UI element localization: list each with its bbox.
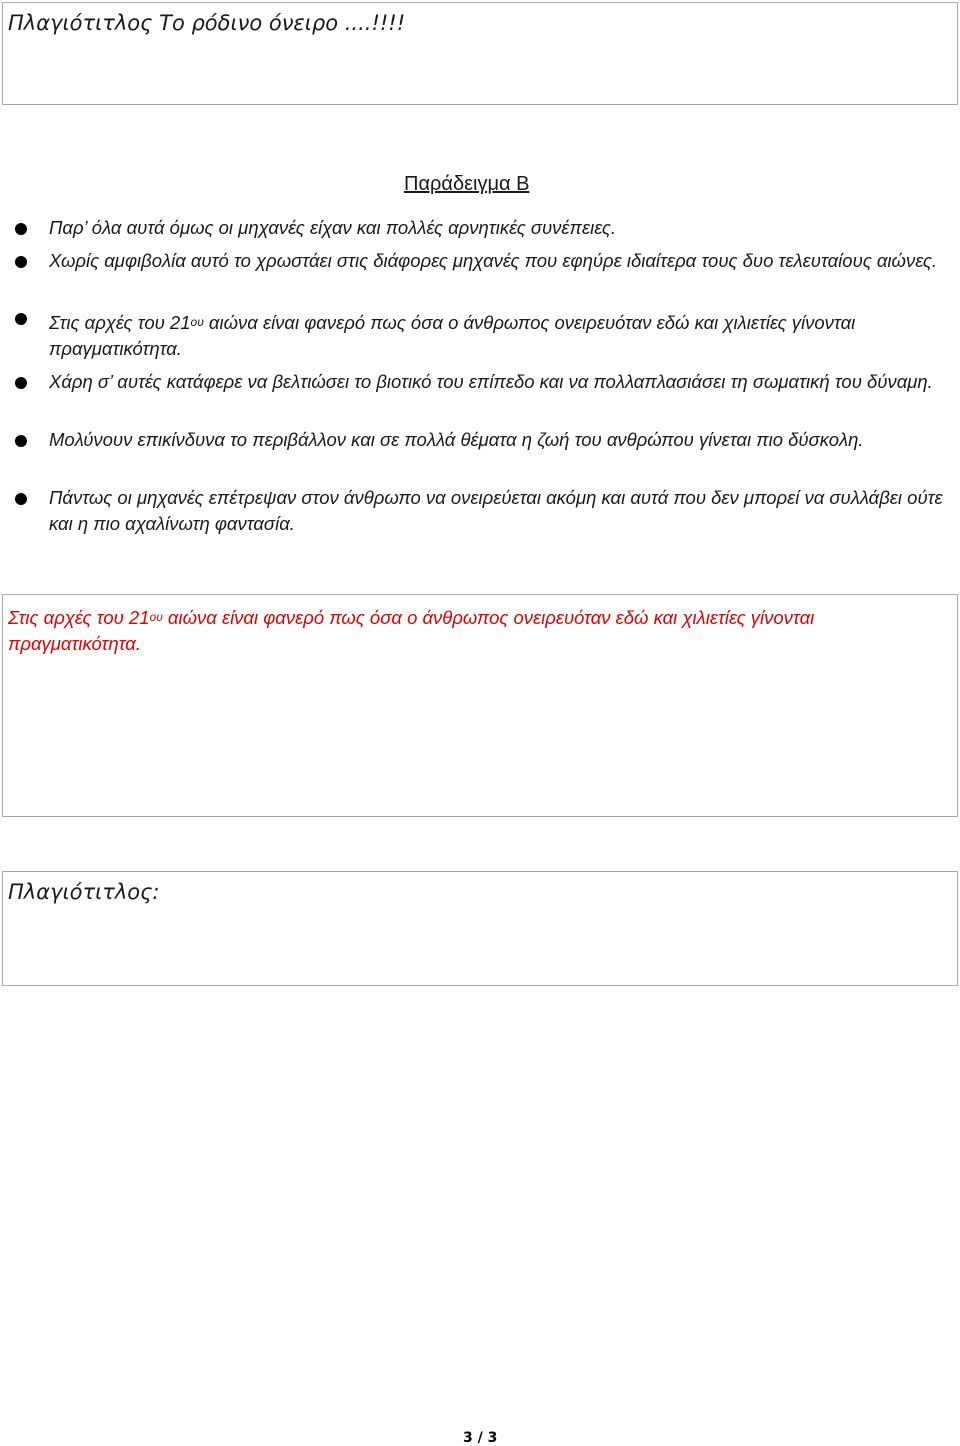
bullet-icon [15, 435, 27, 447]
subtitle-title: Πλαγιότιτλος: [8, 880, 160, 904]
bullet-icon [15, 256, 27, 268]
bullet-text: Στις αρχές του $21^{o\upsilon}$ αιώνα είναι φανερό πως όσα ο άνθρωπος ονειρευόταν εδώ και χιλιετίες γίνονται πραγματικότητα. [49, 312, 856, 359]
subtitle-box-2 [2, 871, 958, 986]
bullet-text: Πάντως οι μηχανές επέτρεψαν στον άνθρωπο να ονειρεύεται ακόμη και αυτά που δεν μπορεί να συλλάβει ούτε και η πιο αχαλίνωτη φαντασία. [49, 487, 943, 534]
bullet-icon [15, 493, 27, 505]
subtitle-title: Πλαγιότιτλος Το ρόδινο όνειρο ....!!!! [8, 11, 406, 35]
page-number: 3 / 3 [463, 1430, 498, 1446]
bullet-icon [15, 377, 27, 389]
subtitle-box-1 [2, 2, 958, 105]
bullet-text: Χωρίς αμφιβολία αυτό το χρωστάει στις διάφορες μηχανές που εφηύρε ιδιαίτερα τους δυο τελευταίους αιώνες. [49, 250, 937, 271]
highlight-text: Στις αρχές του $21^{o\upsilon}$ αιώνα είναι φανερό πως όσα ο άνθρωπος ονειρευόταν εδώ και χιλιετίες γίνονται πραγματικότητα. [8, 607, 815, 654]
bullet-text: Χάρη σ’ αυτές κατάφερε να βελτιώσει το βιοτικό του επίπεδο και να πολλαπλασιάσει τη σωματική του δύναμη. [49, 371, 933, 392]
bullet-icon [15, 223, 27, 235]
bullet-text: Παρ’ όλα αυτά όμως οι μηχανές είχαν και πολλές αρνητικές συνέπειες. [49, 217, 616, 238]
section-heading: Παράδειγμα Β [404, 173, 530, 195]
bullet-text: Μολύνουν επικίνδυνα το περιβάλλον και σε πολλά θέματα η ζωή του ανθρώπου γίνεται πιο δύσκολη. [49, 429, 864, 450]
bullet-icon [15, 313, 27, 325]
